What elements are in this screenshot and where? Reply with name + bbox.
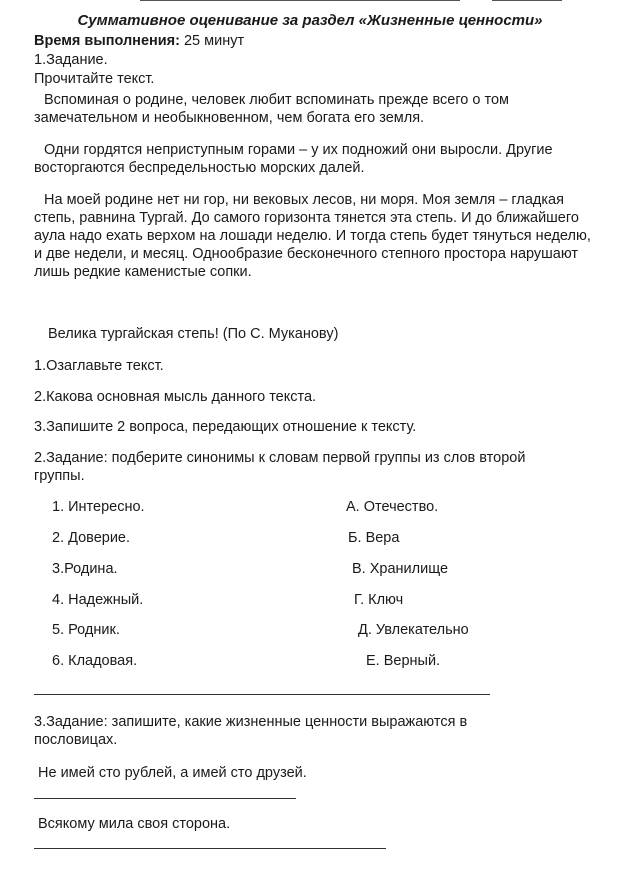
task1-heading: 1.Задание. bbox=[34, 52, 108, 68]
time-label: Время выполнения: bbox=[34, 33, 180, 49]
right-word-e: Е. Верный. bbox=[366, 653, 441, 669]
document-title: Суммативное оценивание за раздел «Жизненные ценности» bbox=[77, 12, 543, 29]
left-word-5: 5. Родник. bbox=[52, 622, 120, 638]
reading-paragraph-3: На моей родине нет ни гор, ни вековых лесов, ни моря. Моя земля – гладкая степь, равнина Тургай. До самого горизонта тянется эта степь. И до ближайшего аула надо ехать верхом на лошади неделю. И тогда степь будет тянуться неделю, и две недели, и месяц. Однообразие бесконечного степного простора нарушают лишь редкие каменистые сопки. bbox=[34, 192, 591, 280]
task2-heading: 2.Задание: подберите синонимы к словам первой группы из слов второй группы. bbox=[34, 450, 526, 484]
answer-line-task2 bbox=[34, 694, 490, 695]
task3-heading: 3.Задание: запишите, какие жизненные ценности выражаются в пословицах. bbox=[34, 714, 468, 748]
answer-line-proverb-2 bbox=[34, 848, 386, 849]
left-word-1: 1. Интересно. bbox=[52, 499, 145, 515]
left-word-2: 2. Доверие. bbox=[52, 530, 131, 546]
answer-line-proverb-1 bbox=[34, 798, 296, 799]
right-word-a: А. Отечество. bbox=[346, 499, 439, 515]
left-word-4: 4. Надежный. bbox=[52, 592, 144, 608]
top-rule-right bbox=[492, 0, 562, 1]
right-word-b: Б. Вера bbox=[348, 530, 400, 546]
right-word-g: Г. Ключ bbox=[354, 592, 404, 608]
question-2: 2.Какова основная мысль данного текста. bbox=[34, 389, 317, 405]
question-3: 3.Запишите 2 вопроса, передающих отношение к тексту. bbox=[34, 419, 417, 435]
reading-paragraph-1: Вспоминая о родине, человек любит вспоминать прежде всего о том замечательном и необыкновенном, чем богата его земля. bbox=[34, 92, 510, 126]
left-word-6: 6. Кладовая. bbox=[52, 653, 138, 669]
top-rule-left bbox=[140, 0, 460, 1]
proverb-1: Не имей сто рублей, а имей сто друзей. bbox=[38, 765, 307, 781]
task1-instruction: Прочитайте текст. bbox=[34, 71, 155, 87]
left-word-3: 3.Родина. bbox=[52, 561, 118, 577]
question-1: 1.Озаглавьте текст. bbox=[34, 358, 164, 374]
right-word-d: Д. Увлекательно bbox=[358, 622, 469, 638]
right-word-v: В. Хранилище bbox=[352, 561, 449, 577]
reading-paragraph-2: Одни гордятся неприступным горами – у их подножий они выросли. Другие восторгаются беспредельностью морских далей. bbox=[34, 142, 553, 176]
time-value: 25 минут bbox=[179, 33, 245, 49]
time-limit bbox=[34, 32, 244, 50]
reading-paragraph-4: Велика тургайская степь! (По С. Муканову) bbox=[48, 326, 339, 342]
proverb-2: Всякому мила своя сторона. bbox=[38, 816, 231, 832]
